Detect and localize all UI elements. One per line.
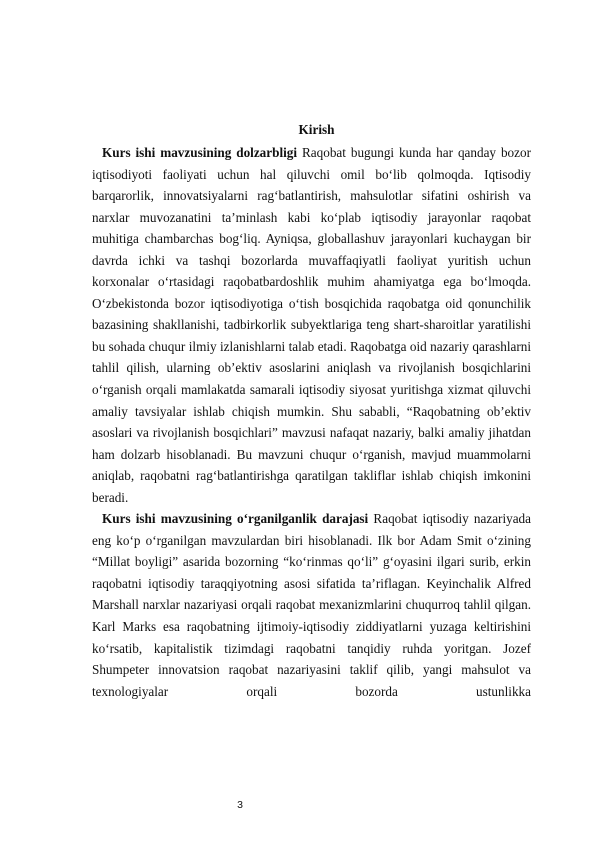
section-heading: Kirish — [298, 122, 335, 137]
paragraph-study-level — [92, 508, 531, 702]
paragraph-text: Raqobat bugungi kunda har qanday bozor iqtisodiyoti faoliyati uchun hal qiluvchi omil bo‘lib qolmoqda. Iqtisodiy barqarorlik, innovatsiyalarni rag‘batlantirish, mahsulotlar sifatini oshirish va narxlar muvozanatini ta’minlash kabi ko‘plab iqtisodiy jarayonlar raqobat muhitiga chambarchas bog‘liq. Ayniqsa, globallashuv jarayonlari kuchaygan bir davrda ichki va tashqi bozorlarda muvaffaqiyatli faoliyat yuritish uchun korxonalar o‘rtasidagi raqobatbardoshlik muhim ahamiyatga ega bo‘lmoqda. O‘zbekistonda bozor iqtisodiyotiga o‘tish bosqichida raqobatga oid qonunchilik bazasining shakllanishi, tadbirkorlik subyektlariga teng shart-sharoitlar yaratilishi bu sohada chuqur ilmiy izlanishlarni talab etadi. Raqobatga oid nazariy qarashlarni tahlil qilish, ularning ob’ektiv asoslarini aniqlash va rivojlanish bosqichlarini o‘rganish orqali mamlakatda samarali iqtisodiy siyosat yuritishga xizmat qiluvchi amaliy tavsiyalar ishlab chiqish mumkin. Shu sababli, “Raqobatning ob’ektiv asoslari va rivojlanish bosqichlari” mavzusi nafaqat nazariy, balki amaliy jihatdan ham dolzarb hisoblanadi. Bu mavzuni chuqur o‘rganish, mavjud muammolarni aniqlab, raqobatni rag‘batlantirishga qaratilgan takliflar ishlab chiqish imkonini beradi. — [92, 145, 531, 505]
body-text — [92, 142, 531, 702]
paragraph-lead: Kurs ishi mavzusining dolzarbligi — [102, 145, 298, 160]
paragraph-relevance — [92, 142, 531, 508]
page-number: 3 — [237, 799, 243, 811]
paragraph-text: Raqobat iqtisodiy nazariyada eng ko‘p o‘rganilgan mavzulardan biri hisoblanadi. Ilk bor Adam Smit o‘zining “Millat boyligi” asarida bozorning “ko‘rinmas qo‘li” g‘oyasini ilgari surib, erkin raqobatni iqtisodiy taraqqiyotning asosi sifatida ta’riflagan. Keyinchalik Alfred Marshall narxlar nazariyasi orqali raqobat mexanizmlarini chuqurroq tahlil qilgan. Karl Marks esa raqobatning ijtimoiy-iqtisodiy ziddiyatlarni yuzaga keltirishini ko‘rsatib, kapitalistik tizimdagi raqobatni tanqidiy ruhda yoritgan. Jozef Shumpeter innovatsion raqobat nazariyasini taklif qilib, yangi mahsulot va texnologiyalar orqali bozorda ustunlikka — [92, 511, 532, 699]
paragraph-lead: Kurs ishi mavzusining o‘rganilganlik darajasi — [102, 511, 369, 527]
